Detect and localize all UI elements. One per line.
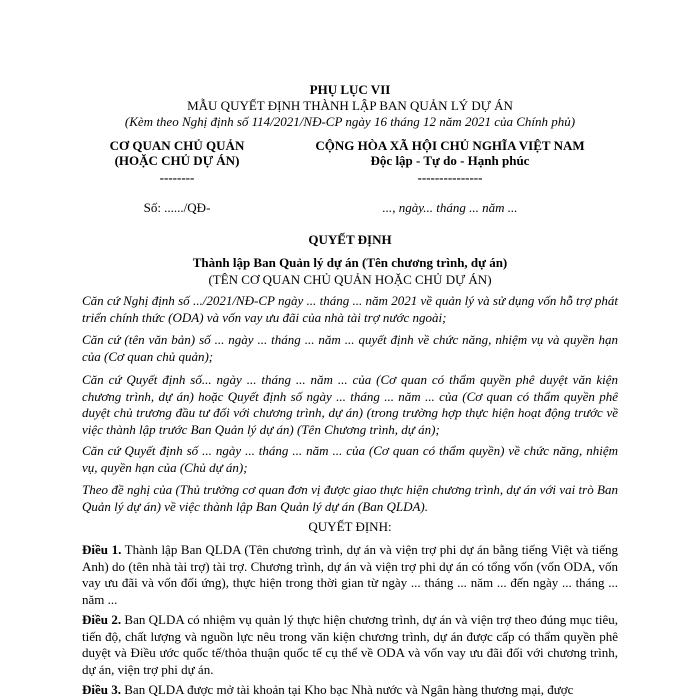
ground-paragraph: Căn cứ Nghị định số .../2021/NĐ-CP ngày ... tháng ... năm 2021 về quản lý và sử dụng vốn hỗ trợ phát triển chính thức (ODA) và vốn vay ưu đãi của nhà tài trợ nước ngoài; [82,293,618,325]
motto-divider: --------------- [417,170,483,185]
appendix-title: PHỤ LỤC VII [309,82,391,97]
decision-issuer: (TÊN CƠ QUAN CHỦ QUẢN HOẶC CHỦ DỰ ÁN) [208,272,492,287]
agency-subtitle: (HOẶC CHỦ DỰ ÁN) [114,153,240,168]
decides-heading: QUYẾT ĐỊNH: [308,519,392,534]
agency-name: CƠ QUAN CHỦ QUẢN [109,138,245,153]
article-2 [82,612,618,678]
decision-subject: Thành lập Ban Quản lý dự án (Tên chương trình, dự án) [192,255,508,270]
article-text: Thành lập Ban QLDA (Tên chương trình, dự án và viện trợ phi dự án bằng tiếng Việt và tiếng Anh) do (tên nhà tài trợ) tài trợ. Chương trình, dự án và viện trợ phi dự án có tổng vốn (vốn ODA, vốn vay ưu đãi và vốn đối ứng), thực hiện trong thời gian từ ngày ... tháng ... năm ... đến ngày ... tháng ... năm ... [82,542,619,607]
article-text: Ban QLDA có nhiệm vụ quản lý thực hiện chương trình, dự án và viện trợ theo đúng mục tiêu, tiến độ, chất lượng và nguồn lực nêu trong văn kiện chương trình, dự án được cấp có thẩm quyền phê duyệt và Điều ước quốc tế/thỏa thuận quốc tế cụ thể về ODA và vốn vay ưu đãi đối với chương trình, dự án, viện trợ phi dự án. [82,612,619,677]
agency-divider: -------- [159,170,195,185]
decree-note: (Kèm theo Nghị định số 114/2021/NĐ-CP ngày 16 tháng 12 năm 2021 của Chính phủ) [124,114,576,129]
article-text: Ban QLDA được mở tài khoản tại Kho bạc Nhà nước và Ngân hàng thương mại, được [124,682,574,697]
document-number: Số: ....../QĐ- [143,200,211,215]
nation-name: CỘNG HÒA XÃ HỘI CHỦ NGHĨA VIỆT NAM [315,138,585,153]
ground-paragraph: Căn cứ Quyết định số ... ngày ... tháng ... năm ... của (Cơ quan có thẩm quyền) về chức năng, nhiệm vụ, quyền hạn của (Chủ dự án); [82,443,618,475]
article-3 [82,682,618,699]
article-label: Điều 2. [82,612,122,627]
issue-date: ..., ngày... tháng ... năm ... [382,200,518,215]
form-title: MẪU QUYẾT ĐỊNH THÀNH LẬP BAN QUẢN LÝ DỰ ÁN [187,98,513,113]
ground-paragraph: Theo đề nghị của (Thủ trưởng cơ quan đơn vị được giao thực hiện chương trình, dự án với vai trò Ban Quản lý dự án) về việc thành lập Ban Quản lý dự án (Ban QLDA). [82,482,618,514]
motto: Độc lập - Tự do - Hạnh phúc [370,153,530,168]
article-label: Điều 3. [82,682,121,697]
decision-heading: QUYẾT ĐỊNH [308,232,392,247]
ground-paragraph: Căn cứ Quyết định số... ngày ... tháng ... năm ... của (Cơ quan có thẩm quyền phê duyệt văn kiện chương trình, dự án) hoặc Quyết định số ngày ... tháng ... năm ... của (Cơ quan có thẩm quyền phê duyệt chủ trương đầu tư đối với chương trình, dự án) (trong trường hợp thực hiện hoạt động trước về việc thành lập trước Ban Quản lý dự án) (Tên Chương trình, dự án); [82,372,618,437]
article-label: Điều 1. [82,542,122,557]
article-1 [82,542,618,608]
ground-paragraph: Căn cứ (tên văn bản) số ... ngày ... tháng ... năm ... quyết định về chức năng, nhiệm vụ và quyền hạn của (Cơ quan chủ quản); [82,332,618,364]
